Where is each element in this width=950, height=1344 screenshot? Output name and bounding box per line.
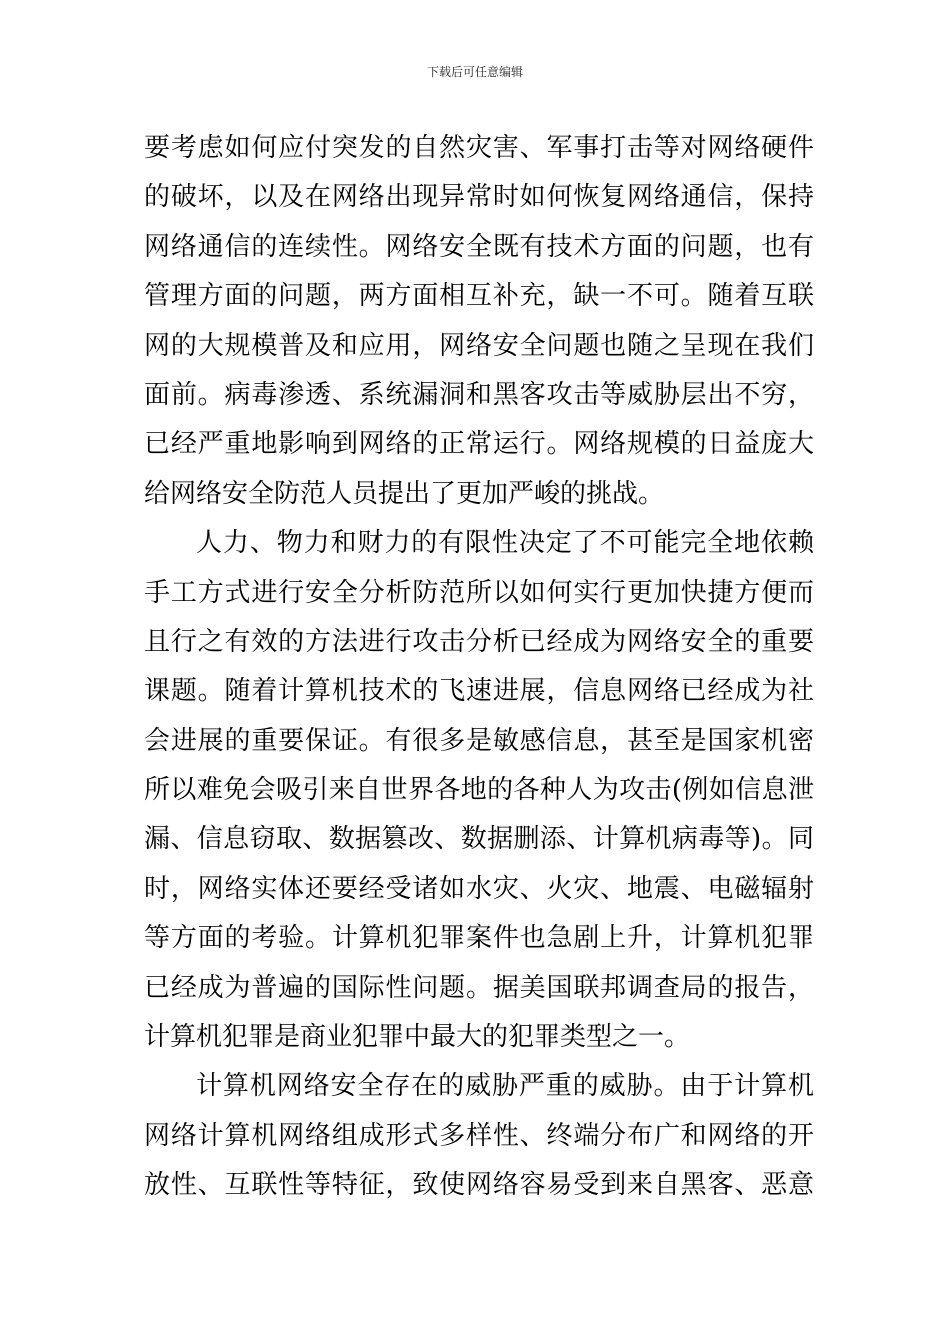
text-line: 网的大规模普及和应用，网络安全问题也随之呈现在我们 <box>144 330 814 361</box>
text-line: 漏、信息窃取、数据篡改、数据删添、计算机病毒等)。同 <box>144 824 814 855</box>
text-line: 放性、互联性等特征，致使网络容易受到来自黑客、恶意 <box>144 1170 814 1201</box>
document-body <box>144 124 814 1211</box>
text-line: 课题。随着计算机技术的飞速进展，信息网络已经成为社 <box>144 676 814 707</box>
text-line: 等方面的考验。计算机犯罪案件也急剧上升，计算机犯罪 <box>144 923 814 954</box>
text-line: 网络通信的连续性。网络安全既有技术方面的问题，也有 <box>144 231 814 262</box>
text-line: 的破坏，以及在网络出现异常时如何恢复网络通信，保持 <box>144 182 814 213</box>
text-line: 手工方式进行安全分析防范所以如何实行更加快捷方便而 <box>144 577 814 608</box>
text-line: 已经严重地影响到网络的正常运行。网络规模的日益庞大 <box>144 429 814 460</box>
page-header: 下载后可任意编辑 <box>426 65 523 79</box>
text-line: 给网络安全防范人员提出了更加严峻的挑战。 <box>144 478 665 509</box>
text-line: 管理方面的问题，两方面相互补充，缺一不可。随着互联 <box>144 281 814 312</box>
text-line: 面前。病毒渗透、系统漏洞和黑客攻击等威胁层出不穷， <box>144 379 814 410</box>
text-line: 已经成为普遍的国际性问题。据美国联邦调查局的报告， <box>144 972 814 1003</box>
text-line: 要考虑如何应付突发的自然灾害、军事打击等对网络硬件 <box>144 133 814 163</box>
text-line: 计算机网络安全存在的威胁严重的威胁。由于计算机 <box>196 1071 814 1102</box>
text-line: 网络计算机网络组成形式多样性、终端分布广和网络的开 <box>144 1120 814 1151</box>
text-line: 且行之有效的方法进行攻击分析已经成为网络安全的重要 <box>144 626 814 657</box>
text-line: 会进展的重要保证。有很多是敏感信息，甚至是国家机密 <box>144 725 814 756</box>
text-line: 人力、物力和财力的有限性决定了不可能完全地依赖 <box>196 528 814 559</box>
text-line: 时，网络实体还要经受诸如水灾、火灾、地震、电磁辐射 <box>144 873 814 904</box>
text-line: 所以难免会吸引来自世界各地的各种人为攻击(例如信息泄 <box>144 775 814 806</box>
text-line: 计算机犯罪是商业犯罪中最大的犯罪类型之一。 <box>144 1022 691 1053</box>
